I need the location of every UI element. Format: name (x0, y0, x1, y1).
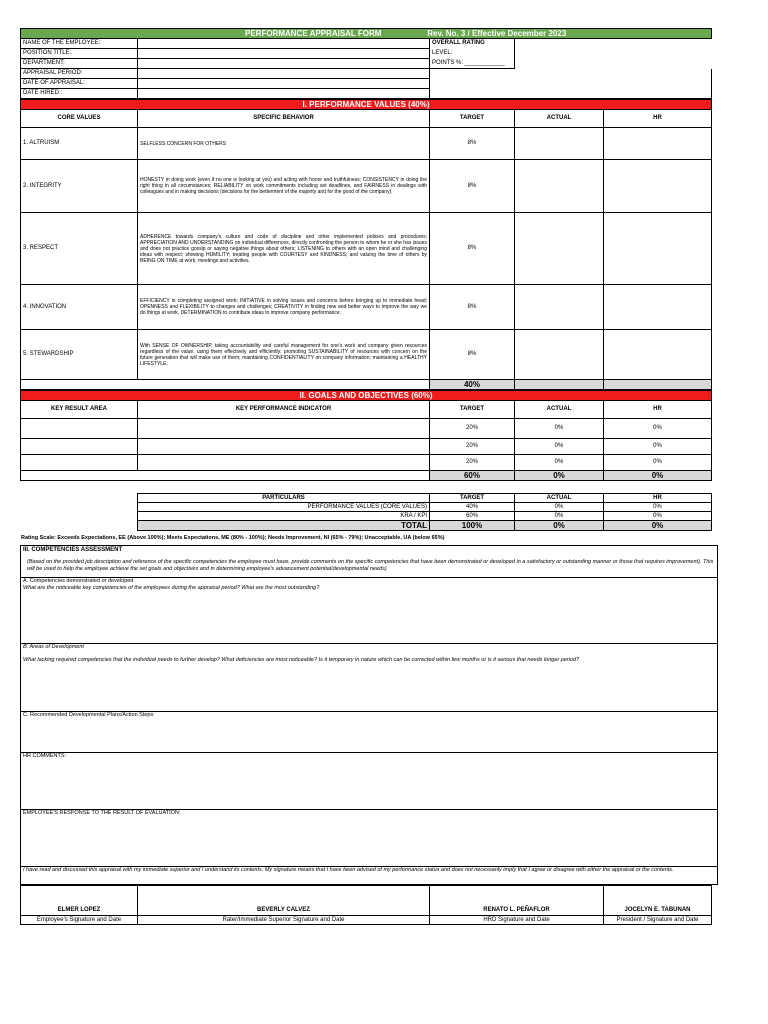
form-title: PERFORMANCE APPRAISAL FORM (245, 29, 382, 38)
competencies-table (20, 545, 718, 885)
kpi-field[interactable] (138, 419, 430, 439)
summary-total-hr: 0% (604, 521, 712, 531)
section-b-question: What lacking required competencies that the individual needs to further develop? What deficiencies are most noticeable? Is it temporary in nature which can be corrected within few months or is it serious that needs longer period? (23, 657, 580, 663)
core-value-target: 8% (430, 285, 515, 330)
goals-title: II. GOALS AND OBJECTIVES (60%) (21, 391, 712, 401)
position-label: POSITION TITLE: (21, 49, 138, 59)
areas-of-development-field[interactable] (21, 644, 718, 712)
summary-hr-header: HR (604, 494, 712, 503)
summary-row-target: 40% (430, 503, 515, 512)
core-value-name: 4. INNOVATION (21, 285, 138, 330)
rater-signature-role: Rater/Immediate Superior Signature and Date (138, 916, 430, 925)
actual-header: ACTUAL (515, 110, 604, 128)
employee-name-label: NAME OF THE EMPLOYEE: (21, 39, 138, 49)
goal-hr[interactable]: 0% (604, 419, 712, 439)
table-row (21, 160, 712, 213)
president-signature-name[interactable]: JOCELYN E. TABUNAN (604, 886, 712, 916)
table-row (21, 439, 712, 455)
goals-table (20, 390, 712, 481)
summary-row-label: PERFORMANCE VALUES (CORE VALUES) (138, 503, 430, 512)
form-revision: Rev. No. 3 / Effective December 2023 (427, 29, 567, 38)
hr-comments-field[interactable] (21, 753, 718, 810)
section-a-label: A. Competencies demonstrated or developed (23, 578, 134, 584)
summary-row-hr: 0% (604, 503, 712, 512)
goal-hr[interactable]: 0% (604, 455, 712, 471)
summary-actual-header: ACTUAL (515, 494, 604, 503)
core-value-hr-field[interactable] (604, 213, 712, 285)
goal-actual[interactable]: 0% (515, 439, 604, 455)
summary-table (137, 493, 712, 531)
core-value-name: 3. RESPECT (21, 213, 138, 285)
values-total-actual (515, 380, 604, 390)
goal-target: 20% (430, 419, 515, 439)
kra-field[interactable] (21, 439, 138, 455)
developmental-plans-field[interactable] (21, 712, 718, 753)
kra-field[interactable] (21, 419, 138, 439)
rating-scale: Rating Scale: Exceeds Expectations, EE (Above 100%); Meets Expectations, ME (80% - 100%); Needs Improvement, NI (65% - 79%); Unacceptable, UA (below 65%) (21, 535, 445, 541)
table-row (21, 419, 712, 439)
date-hired-label: DATE HIRED : (21, 89, 138, 99)
table-row (138, 503, 712, 512)
department-label: DEPARTMENT: (21, 59, 138, 69)
goals-actual-header: ACTUAL (515, 401, 604, 419)
table-row (21, 330, 712, 380)
employee-signature-name[interactable]: ELMER LOPEZ (21, 886, 138, 916)
table-row (138, 512, 712, 521)
core-value-actual-field[interactable] (515, 213, 604, 285)
summary-row-actual: 0% (515, 512, 604, 521)
employee-response-field[interactable] (21, 810, 718, 867)
competencies-demonstrated-field[interactable] (21, 578, 718, 644)
appraisal-period-field[interactable] (138, 69, 430, 79)
values-total-hr (604, 380, 712, 390)
summary-row-target: 60% (430, 512, 515, 521)
goal-actual[interactable]: 0% (515, 455, 604, 471)
rater-signature-name[interactable]: BEVERLY CALVEZ (138, 886, 430, 916)
goal-target: 20% (430, 439, 515, 455)
employee-signature-role: Employee's Signature and Date (21, 916, 138, 925)
competencies-title: III. COMPETENCIES ASSESSMENT (23, 547, 123, 553)
goal-target: 20% (430, 455, 515, 471)
hrd-signature-name[interactable]: RENATO L. PEÑAFLOR (430, 886, 604, 916)
core-value-actual-field[interactable] (515, 128, 604, 160)
summary-row-actual: 0% (515, 503, 604, 512)
kpi-field[interactable] (138, 439, 430, 455)
core-value-target: 8% (430, 330, 515, 380)
position-field[interactable] (138, 49, 430, 59)
core-value-target: 8% (430, 213, 515, 285)
core-value-hr-field[interactable] (604, 160, 712, 213)
core-value-target: 8% (430, 160, 515, 213)
key-result-area-header: KEY RESULT AREA (21, 401, 138, 419)
summary-total-target: 100% (430, 521, 515, 531)
date-hired-field[interactable] (138, 89, 430, 99)
competencies-intro: (Based on the provided job description and reference of the specific competencies the employee must have, provide comments on the specific competencies that have been demonstrated or developed in a satisfactory or outstanding manner or those that requires improvement). This will be used to help the employee achieve the set goals and objectives and in determining employee's advancement potential/developmental needs) (27, 559, 714, 572)
goals-hr-header: HR (604, 401, 712, 419)
particulars-header: PARTICULARS (138, 494, 430, 503)
date-of-appraisal-field[interactable] (138, 79, 430, 89)
core-value-actual-field[interactable] (515, 285, 604, 330)
date-of-appraisal-label: DATE OF APPRAISAL: (21, 79, 138, 89)
goals-target-header: TARGET (430, 401, 515, 419)
core-values-header: CORE VALUES (21, 110, 138, 128)
goals-total-actual: 0% (515, 471, 604, 481)
values-total-target: 40% (430, 380, 515, 390)
core-value-name: 2. INTEGRITY (21, 160, 138, 213)
goal-actual[interactable]: 0% (515, 419, 604, 439)
core-value-name: 1. ALTRUISM (21, 128, 138, 160)
hrd-signature-role: HRD Signature and Date (430, 916, 604, 925)
goals-total-target: 60% (430, 471, 515, 481)
summary-total-actual: 0% (515, 521, 604, 531)
core-value-actual-field[interactable] (515, 330, 604, 380)
core-value-actual-field[interactable] (515, 160, 604, 213)
department-field[interactable] (138, 59, 430, 69)
kpi-header: KEY PERFORMANCE INDICATOR (138, 401, 430, 419)
kra-field[interactable] (21, 455, 138, 471)
overall-rating-label: OVERALL RATING (430, 39, 515, 49)
core-value-behavior: With SENSE OF OWNERSHIP, taking accountability and careful management for one's work and company given resources regardless of the value, using them effectively and efficiently; promoting SUSTAINABILITY of resources with concern on the future generation that will make use of them; maintaining CONFIDENTIALITY on company information; maintaining a HEALTHY LIFESTYLE. (138, 330, 430, 380)
core-value-hr-field[interactable] (604, 285, 712, 330)
header-table (20, 28, 712, 99)
hr-header: HR (604, 110, 712, 128)
employee-name-field[interactable] (138, 39, 430, 49)
table-row (21, 128, 712, 160)
summary-row-hr: 0% (604, 512, 712, 521)
core-value-name: 5. STEWARDSHIP (21, 330, 138, 380)
performance-values-title: I. PERFORMANCE VALUES (40%) (21, 100, 712, 110)
core-value-behavior: HONESTY in doing work (even if no one is looking at you) and acting with honor and truthfulness; CONSISTENCY in doing the right thing in all circumstances; RELIABILITY on work commitments including set deadlines, and FAIRNESS in dealings with colleagues and in making decisions (decisions for the betterment of the majority and for the good of the company). (138, 160, 430, 213)
hr-comments-label: HR COMMENTS: (23, 753, 67, 759)
appraisal-period-label: APPRAISAL PERIOD: (21, 69, 138, 79)
target-header: TARGET (430, 110, 515, 128)
form-title-bar (21, 29, 712, 39)
core-value-behavior: ADHERENCE towards company's culture and code of discipline and other implemented policies and procedures; APPRECIATION AND UNDERSTANDING on individual differences, directly confronting the person to whom he or she has issues and does not practice gossip or saying negative things about others; LISTENING to others with an open mind and challenging ideas with respect; showing HUMILITY; treating people with COURTESY and KINDNESS; and valuing the time of others by BEING ON TIME at work, meetings and activities. (138, 213, 430, 285)
core-value-target: 8% (430, 128, 515, 160)
performance-values-table (20, 99, 712, 390)
table-row (21, 285, 712, 330)
points-label: POINTS %: ____________ (430, 59, 515, 69)
summary-total-label: TOTAL (138, 521, 430, 531)
core-value-behavior: EFFICIENCY in completing assigned work; INITIATIVE in solving issues and concerns before bringing up to immediate head; OPENNESS and FLEXIBILITY to changes and challenges; CREATIVITY in finding new and better ways to improve the way we do things at work, DETERMINATION to contribute ideas to improve company performance. (138, 285, 430, 330)
level-label: LEVEL: (430, 49, 515, 59)
appraisal-form (20, 28, 714, 925)
section-b-label: B. Areas of Development (23, 644, 84, 650)
section-c-label: C. Recommended Developmental Plans/Action Steps: (23, 712, 155, 718)
core-value-hr-field[interactable] (604, 128, 712, 160)
summary-target-header: TARGET (430, 494, 515, 503)
specific-behavior-header: SPECIFIC BEHAVIOR (138, 110, 430, 128)
acknowledgement-text: I have read and discussed this appraisal with my immediate superior and I understand its contents. My signature means that I have been advised of my performance status and does not necessarily imply that I agree or disagree with either the appraisal or the contents. (23, 867, 674, 873)
table-row (21, 455, 712, 471)
section-a-question: What are the noticeable key competencies of the employees during the appraisal period? What are the most outstanding? (23, 585, 320, 591)
kpi-field[interactable] (138, 455, 430, 471)
core-value-behavior: SELFLESS CONCERN FOR OTHERS (138, 128, 430, 160)
table-row (21, 213, 712, 285)
summary-row-label: KRA / KPI (138, 512, 430, 521)
core-value-hr-field[interactable] (604, 330, 712, 380)
goals-total-hr: 0% (604, 471, 712, 481)
president-signature-role: President / Signature and Date (604, 916, 712, 925)
signatures-table (20, 885, 712, 925)
goal-hr[interactable]: 0% (604, 439, 712, 455)
employee-response-label: EMPLOYEE'S RESPONSE TO THE RESULT OF EVALUATION: (23, 810, 181, 816)
